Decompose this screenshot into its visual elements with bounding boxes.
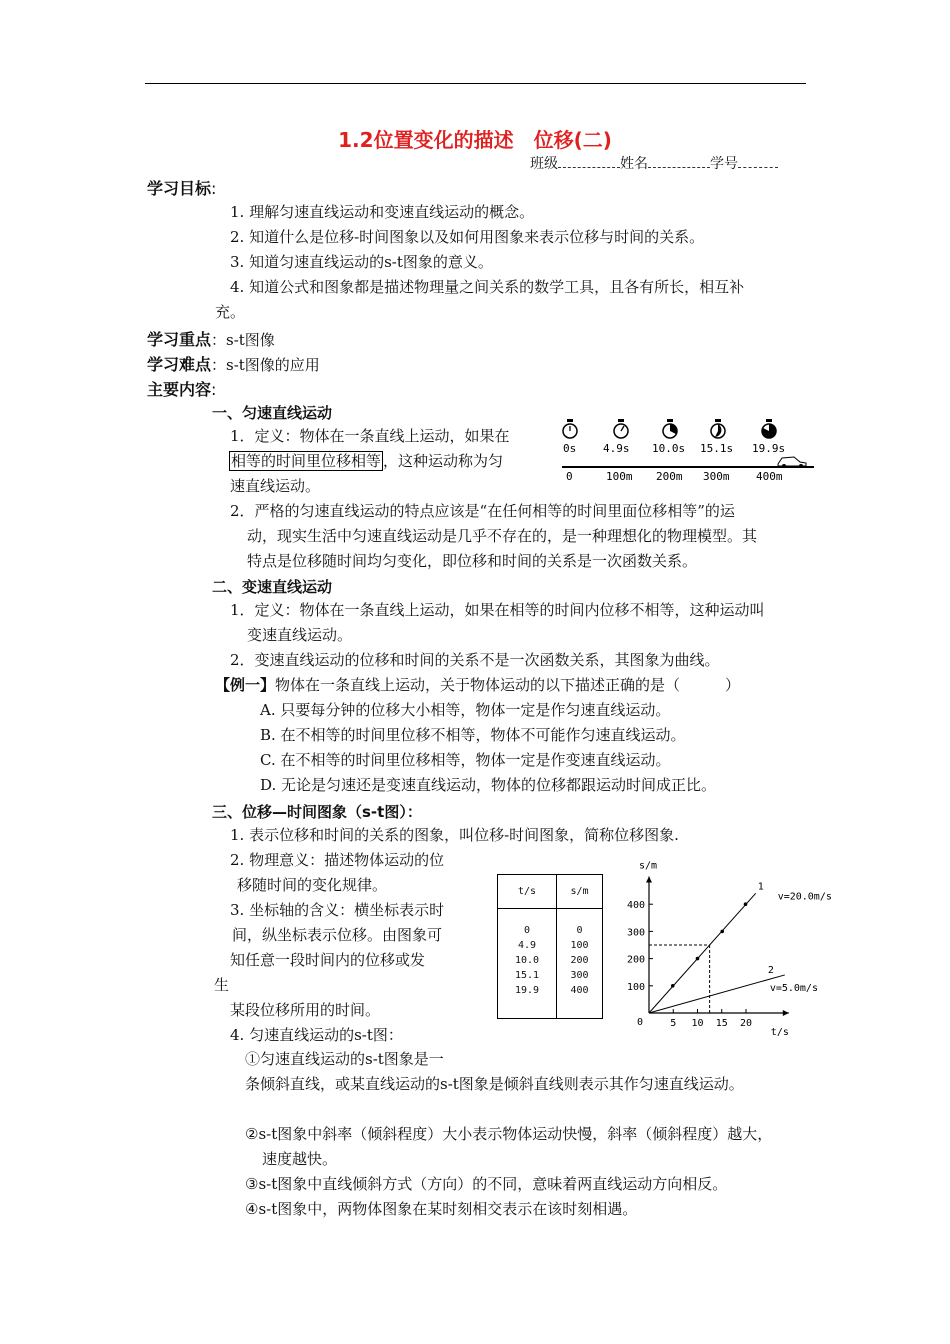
- series-1-point: [720, 930, 724, 934]
- section1-p2-line1: 2．严格的匀速直线运动的特点应该是“在任何相等的时间里面位移相等”的运: [230, 502, 735, 520]
- st-data-table: [497, 874, 603, 1019]
- series-2-label: v=5.0m/s: [769, 982, 818, 994]
- example-label: 【例一】: [215, 676, 276, 694]
- section1-p2-line2: 动，现实生活中匀速直线运动是几乎不存在的，是一种理想化的物理模型。其: [247, 527, 758, 545]
- section2-heading: 二、变速直线运动: [212, 578, 333, 596]
- y-axis-label: s/m: [639, 860, 658, 872]
- table-cell: 100: [570, 940, 589, 951]
- key-point: [147, 327, 275, 350]
- distance-label: 300m: [703, 470, 730, 483]
- distance-label: 400m: [756, 470, 783, 483]
- table-cell: 19.9: [514, 985, 540, 996]
- table-cell: 400: [570, 985, 589, 996]
- x-axis-label: t/s: [770, 1027, 789, 1037]
- x-axis-arrow: [783, 1010, 789, 1016]
- series-2-name: 2: [767, 964, 774, 976]
- distance-label: 100m: [606, 470, 633, 483]
- difficulty-text: ：s-t图像的应用: [211, 356, 320, 374]
- stopwatch-icon: [563, 419, 577, 438]
- st-item-2-line2: 速度越快。: [262, 1150, 338, 1168]
- section1-heading: 一、匀速直线运动: [212, 404, 333, 422]
- table-cell: 10.0: [514, 955, 540, 966]
- series-1-line: [649, 893, 756, 1013]
- table-s-column: [557, 909, 603, 1019]
- x-tick-label: 5: [670, 1018, 677, 1029]
- main-content-heading: [147, 377, 216, 400]
- id-label: 学号: [710, 156, 738, 172]
- objective-4-cont: 充。: [215, 303, 246, 321]
- time-label: 19.9s: [752, 442, 786, 455]
- series-1-name: 1: [757, 881, 764, 893]
- stopwatch-icon: [711, 419, 725, 438]
- objective-1: 1. 理解匀速直线运动和变速直线运动的概念。: [230, 203, 535, 221]
- section1-def-line1: 1．定义：物体在一条直线上运动，如果在: [230, 427, 510, 445]
- section3-p2-line2: 移随时间的变化规律。: [237, 876, 388, 894]
- section3-p3-line4: 生: [214, 976, 230, 994]
- class-label: 班级: [530, 156, 558, 172]
- st-item-1-line1: ①匀速直线运动的s-t图象是一: [245, 1050, 444, 1068]
- key-point-text: ：s-t图像: [211, 331, 275, 349]
- section1-p2-line3: 特点是位移随时间均匀变化，即位移和时间的关系是一次函数关系。: [247, 552, 698, 570]
- origin-label: 0: [637, 1017, 644, 1028]
- section2-line1: 1．定义：物体在一条直线上运动，如果在相等的时间内位移不相等，这种运动叫: [230, 601, 765, 619]
- series-1-label: v=20.0m/s: [777, 891, 832, 903]
- table-header-t: t/s: [498, 875, 557, 909]
- st-item-4: ④s-t图象中，两物体图象在某时刻相交表示在该时刻相遇。: [245, 1200, 638, 1218]
- table-header-s: s/m: [557, 875, 603, 909]
- stopwatch-icon: [663, 419, 677, 438]
- objective-3: 3. 知道匀速直线运动的s-t图象的意义。: [230, 253, 493, 271]
- time-label: 4.9s: [603, 442, 630, 455]
- name-blank[interactable]: [648, 167, 710, 168]
- id-blank[interactable]: [738, 167, 778, 168]
- table-cell: 15.1: [514, 970, 540, 981]
- table-t-column: [498, 909, 557, 1019]
- section2-line2: 变速直线运动。: [247, 626, 353, 644]
- name-label: 姓名: [620, 156, 648, 172]
- st-graph: [615, 855, 855, 1037]
- section3-heading: 三、位移—时间图象（s-t图）：: [212, 803, 422, 821]
- y-tick-label: 300: [626, 927, 645, 939]
- example-option-a[interactable]: A. 只要每分钟的位移大小相等，物体一定是作匀速直线运动。: [260, 701, 671, 719]
- example-option-b[interactable]: B. 在不相等的时间里位移不相等，物体不可能作匀速直线运动。: [260, 726, 686, 744]
- section3-p3-line5: 某段位移所用的时间。: [230, 1001, 381, 1019]
- table-cell: 300: [570, 970, 589, 981]
- section3-p4: 4. 匀速直线运动的s-t图：: [230, 1026, 403, 1044]
- x-tick-label: 15: [715, 1018, 728, 1029]
- section3-p3-line3: 知任意一段时间内的位移或发: [230, 951, 426, 969]
- page-title: 1.2位置变化的描述 位移(二): [338, 128, 612, 152]
- series-2-line: [649, 975, 785, 1013]
- motion-timeline-figure: [550, 416, 816, 484]
- stopwatch-icon: [762, 419, 776, 438]
- x-tick-label: 20: [739, 1018, 753, 1029]
- objective-2: 2. 知道什么是位移-时间图象以及如何用图象来表示位移与时间的关系。: [230, 228, 705, 246]
- main-content-colon: :: [211, 380, 217, 399]
- student-info-fields: [530, 153, 778, 173]
- objective-4: 4. 知道公式和图象都是描述物理量之间关系的数学工具，且各有所长，相互补: [230, 278, 745, 296]
- example-option-d[interactable]: D. 无论是匀速还是变速直线运动，物体的位移都跟运动时间成正比。: [260, 776, 717, 794]
- y-axis-arrow: [646, 876, 652, 882]
- difficulty-heading: 学习难点: [147, 355, 212, 374]
- section3-p1: 1. 表示位移和时间的关系的图象，叫位移-时间图象，简称位移图象.: [230, 826, 679, 844]
- table-cell: 0: [524, 925, 531, 936]
- example-option-c[interactable]: C. 在不相等的时间里位移相等，物体一定是作变速直线运动。: [260, 751, 671, 769]
- stopwatch-icon: [614, 419, 628, 438]
- section3-p3-line2: 间，纵坐标表示位移。由图象可: [232, 926, 443, 944]
- series-1-point: [744, 902, 748, 906]
- section1-def-line3: 速直线运动。: [230, 477, 321, 495]
- difficulty: [147, 352, 320, 375]
- table-cell: 4.9: [518, 940, 537, 951]
- table-cell: 200: [570, 955, 589, 966]
- section1-def-line2: [229, 451, 503, 471]
- time-label: 15.1s: [700, 442, 734, 455]
- y-tick-label: 400: [626, 900, 645, 912]
- y-tick-label: 100: [626, 981, 645, 993]
- series-1-point: [696, 957, 700, 961]
- distance-label: 0: [566, 470, 573, 483]
- section2-line3: 2．变速直线运动的位移和时间的关系不是一次函数关系，其图象为曲线。: [230, 651, 720, 669]
- st-item-1-line2: 条倾斜直线，或某直线运动的s-t图象是倾斜直线则表示其作匀速直线运动。: [245, 1075, 744, 1093]
- objectives-heading: [147, 176, 216, 199]
- class-blank[interactable]: [558, 167, 620, 168]
- st-item-3: ③s-t图象中直线倾斜方式（方向）的不同，意味着两直线运动方向相反。: [245, 1175, 728, 1193]
- section3-p2-line1: 2. 物理意义：描述物体运动的位: [230, 851, 445, 869]
- distance-label: 200m: [656, 470, 683, 483]
- key-point-heading: 学习重点: [147, 330, 212, 349]
- example-question: [215, 675, 740, 695]
- objectives-heading-text: 学习目标: [147, 179, 212, 198]
- time-label: 0s: [563, 442, 577, 455]
- section1-def-boxed: 相等的时间里位移相等: [231, 452, 382, 470]
- objectives-colon: :: [211, 179, 217, 198]
- section1-def-line2-rest: ，这种运动称为匀: [383, 452, 504, 470]
- table-cell: 0: [576, 925, 583, 936]
- series-1-point: [671, 984, 675, 988]
- x-tick-label: 10: [691, 1018, 704, 1029]
- header-rule: [145, 83, 806, 84]
- y-tick-label: 200: [626, 954, 645, 966]
- st-item-2-line1: ②s-t图象中斜率（倾斜程度）大小表示物体运动快慢，斜率（倾斜程度）越大，: [245, 1125, 773, 1143]
- main-content-heading-text: 主要内容: [147, 380, 212, 399]
- example-stem: 物体在一条直线上运动，关于物体运动的以下描述正确的是（ ）: [275, 676, 741, 694]
- time-label: 10.0s: [652, 442, 686, 455]
- section3-p3-line1: 3. 坐标轴的含义：横坐标表示时: [230, 901, 445, 919]
